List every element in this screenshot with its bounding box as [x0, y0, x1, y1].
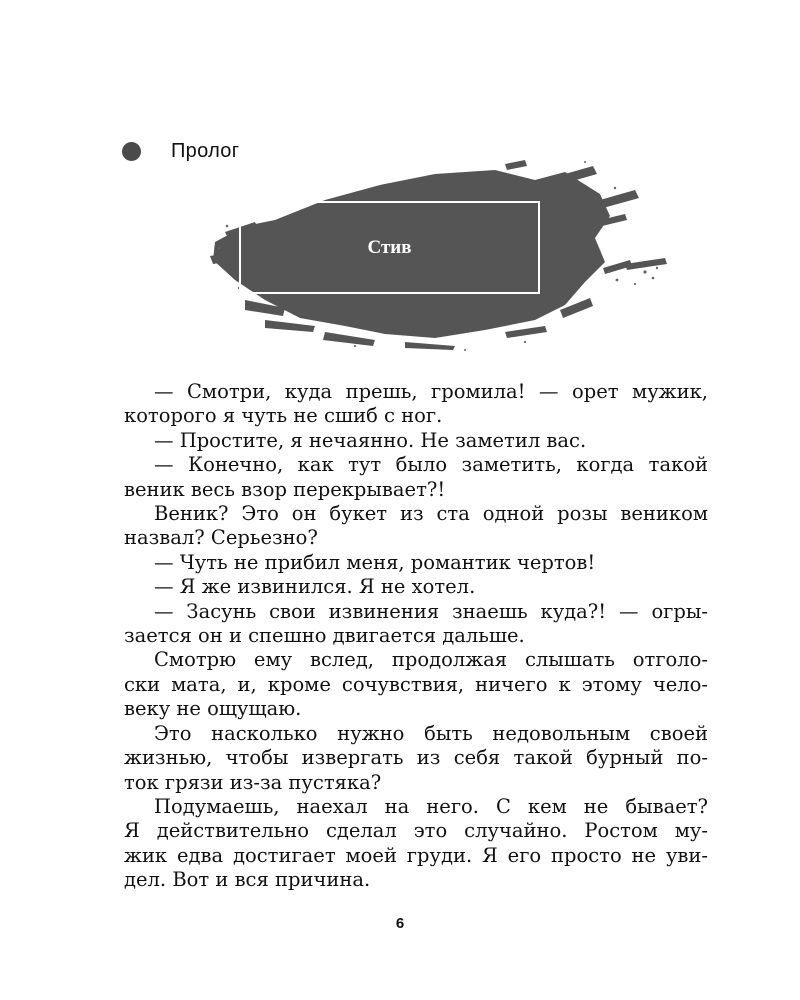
text-line: — Конечно, как тут было заметить, когда такой [154, 453, 708, 477]
text-line: Я действительно сделал это случайно. Ростом му- [124, 819, 708, 843]
text-line: которого я чуть не сшиб с ног. [124, 404, 443, 428]
text-line: Веник? Это он букет из ста одной розы веником [154, 502, 708, 526]
chapter-frame [239, 201, 540, 294]
text-line: ток грязи из-за пустяка? [124, 770, 382, 794]
text-line: Смотрю ему вслед, продолжая слышать отголо- [154, 648, 708, 672]
section-title: Пролог [171, 140, 240, 162]
text-line: веку не ощущаю. [124, 697, 302, 721]
body-text [124, 380, 708, 893]
text-line: веник весь взор перекрывает?! [124, 477, 446, 501]
bullet-dot [122, 142, 141, 161]
text-line: — Чуть не прибил меня, романтик чертов! [154, 550, 596, 574]
text-line: дел. Вот и вся причина. [124, 868, 371, 892]
text-line: — Смотри, куда прешь, громила! — орет мужик, [154, 380, 708, 403]
text-line: — Засунь свои извинения знаешь куда?! — огры- [154, 599, 708, 623]
text-line: ски мата, и, кроме сочувствия, ничего к этому чело- [124, 672, 708, 696]
text-line: зается он и спешно двигается дальше. [124, 624, 525, 648]
text-line: — Я же извинился. Я не хотел. [154, 575, 476, 599]
page-number: 6 [395, 915, 405, 932]
text-line: Подумаешь, наехал на него. С кем не бывает? [154, 794, 708, 818]
text-line: назвал? Серьезно? [124, 526, 318, 550]
text-line: жизнью, чтобы извергать из себя такой бурный по- [124, 746, 708, 770]
text-line: Это насколько нужно быть недовольным своей [154, 721, 708, 745]
text-line: — Простите, я нечаянно. Не заметил вас. [154, 428, 587, 452]
chapter-name: Стив [367, 236, 412, 258]
text-line: жик едва достигает моей груди. Я его просто не уви- [124, 843, 708, 867]
